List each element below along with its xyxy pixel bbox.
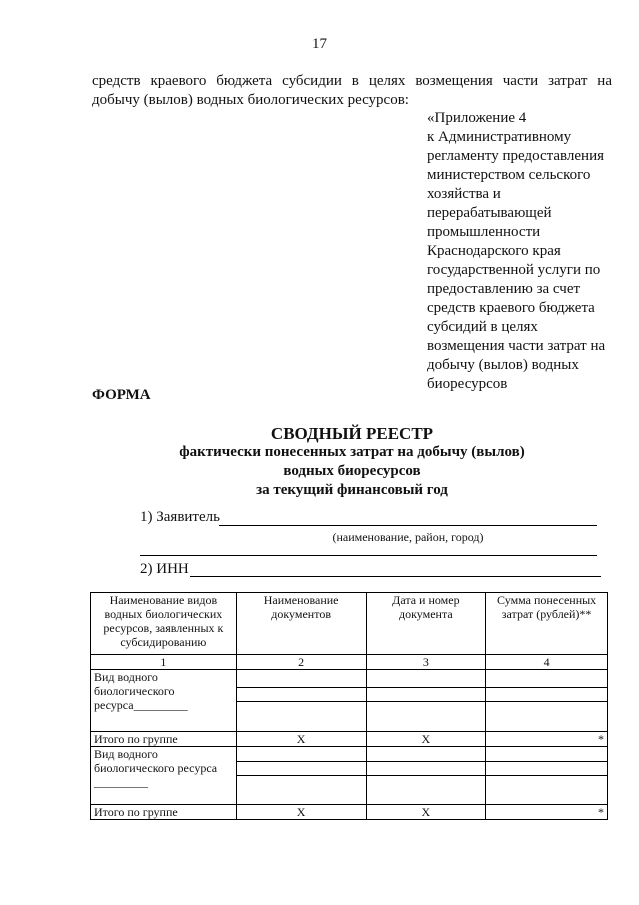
appendix-line: регламенту предоставления (427, 148, 605, 164)
header-sum: Сумма понесенных затрат (рублей)** (486, 593, 608, 655)
table-header-row (91, 593, 608, 655)
table-cell[interactable] (236, 762, 366, 776)
species-name-cell: Вид водного биологического ресурса_________ (91, 670, 237, 732)
appendix-line: «Приложение 4 (427, 110, 527, 126)
table-cell[interactable] (366, 688, 486, 702)
group-total-x: Х (366, 732, 486, 747)
table-cell[interactable] (236, 688, 366, 702)
table-cell[interactable] (366, 747, 486, 762)
table-cell[interactable] (236, 776, 366, 805)
col-number: 1 (91, 655, 237, 670)
table-cell[interactable] (236, 670, 366, 688)
table-cell[interactable] (486, 762, 608, 776)
col-number: 3 (366, 655, 486, 670)
appendix-block (427, 109, 617, 394)
table-cell[interactable] (486, 747, 608, 762)
table-number-row (91, 655, 608, 670)
table-cell[interactable] (366, 762, 486, 776)
title-line-2: фактически понесенных затрат на добычу (вылов) (179, 444, 525, 460)
appendix-line: к Административному (427, 129, 572, 145)
register-title (92, 424, 612, 500)
table-cell[interactable] (366, 776, 486, 805)
appendix-line: промышленности (427, 224, 541, 240)
appendix-line: хозяйства и (427, 186, 501, 202)
applicant-hint: (наименование, район, город) (332, 530, 484, 544)
page-number: 17 (312, 36, 327, 52)
table-cell[interactable] (236, 747, 366, 762)
appendix-line: субсидий в целях (427, 319, 538, 335)
table-row (91, 747, 608, 762)
table-cell[interactable] (236, 702, 366, 732)
header-species: Наименование видов водных биологических ресурсов, заявленных к субсидированию (91, 593, 237, 655)
col-number: 2 (236, 655, 366, 670)
appendix-line: государственной услуги по (427, 262, 601, 278)
title-line-4: за текущий финансовый год (256, 482, 448, 498)
group-total-x: Х (236, 732, 366, 747)
appendix-line: добычу (вылов) водных (427, 357, 579, 373)
table-cell[interactable] (486, 688, 608, 702)
intro-line-2: добычу (вылов) водных биологических ресурсов: (92, 92, 409, 108)
group-total-row (91, 732, 608, 747)
applicant-line[interactable] (219, 525, 597, 526)
header-documents: Наименование документов (236, 593, 366, 655)
table-cell[interactable] (486, 776, 608, 805)
intro-text (92, 72, 612, 110)
appendix-line: возмещения части затрат на (427, 338, 606, 354)
intro-line-1: средств краевого бюджета субсидии в целях возмещения части затрат на (92, 73, 612, 89)
group-total-label: Итого по группе (91, 805, 237, 820)
forma-label: ФОРМА (92, 387, 151, 403)
title-line-3: водных биоресурсов (283, 463, 421, 479)
inn-line[interactable] (190, 576, 601, 577)
group-total-x: Х (366, 805, 486, 820)
group-total-star: * (486, 805, 608, 820)
group-total-label: Итого по группе (91, 732, 237, 747)
group-total-star: * (486, 732, 608, 747)
species-name-cell: Вид водного биологического ресурса _________ (91, 747, 237, 805)
title-main: СВОДНЫЙ РЕЕСТР (270, 424, 434, 443)
group-total-row (91, 805, 608, 820)
group-total-x: Х (236, 805, 366, 820)
table-row (91, 670, 608, 688)
appendix-line: министерством сельского (427, 167, 591, 183)
appendix-line: средств краевого бюджета (427, 300, 595, 316)
appendix-line: биоресурсов (427, 376, 508, 392)
appendix-line: предоставлению за счет (427, 281, 581, 297)
table-cell[interactable] (366, 702, 486, 732)
appendix-line: перерабатывающей (427, 205, 552, 221)
col-number: 4 (486, 655, 608, 670)
inn-label: 2) ИНН (140, 561, 189, 577)
register-table (90, 592, 608, 820)
applicant-label: 1) Заявитель (140, 509, 220, 525)
appendix-line: Краснодарского края (427, 243, 561, 259)
table-cell[interactable] (486, 670, 608, 688)
header-date-number: Дата и номер документа (366, 593, 486, 655)
table-cell[interactable] (486, 702, 608, 732)
table-cell[interactable] (366, 670, 486, 688)
applicant-line-2[interactable] (140, 555, 597, 556)
